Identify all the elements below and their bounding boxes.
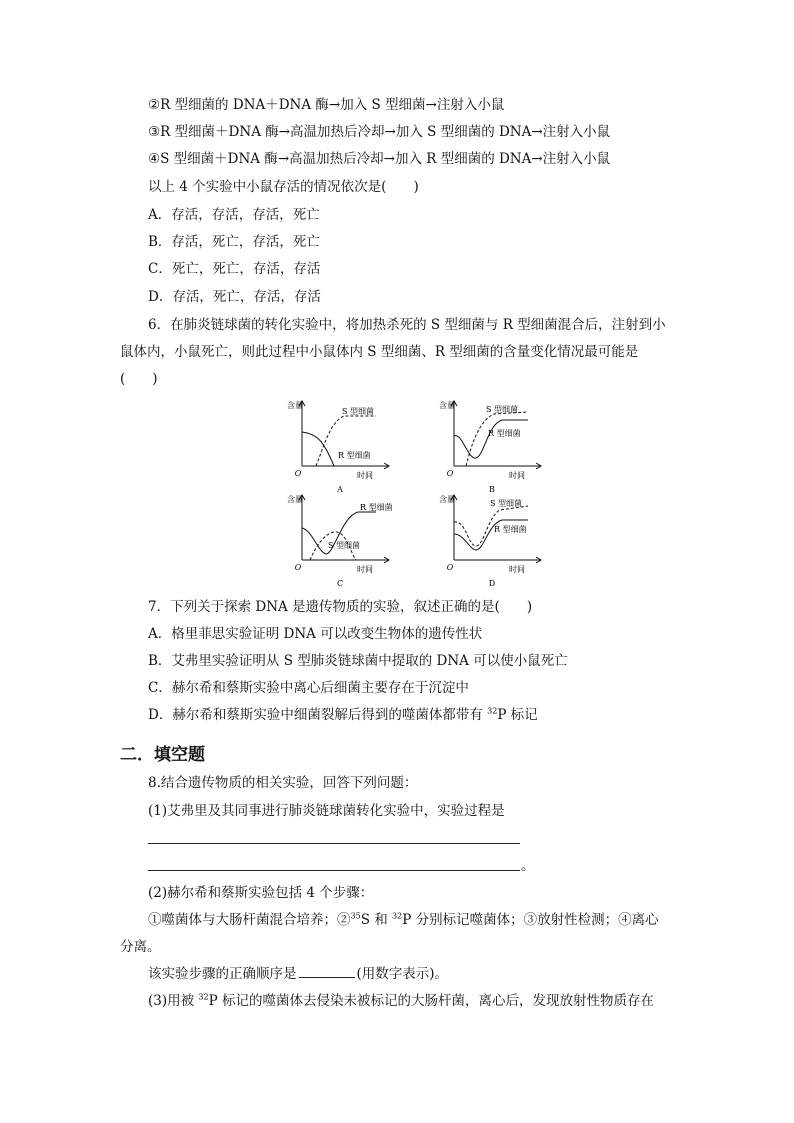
caption-d: D	[488, 579, 496, 588]
answer-blank-1[interactable]	[148, 843, 520, 844]
q7-option-d-text: D．赫尔希和蔡斯实验中细菌裂解后得到的噬菌体都带有	[148, 707, 488, 723]
q5-experiment-3: ③R 型细菌＋DNA 酶→高温加热后冷却→加入 S 型细菌的 DNA→注射入小鼠	[148, 124, 611, 140]
q8-order	[148, 965, 448, 983]
origin-label: O	[294, 469, 302, 478]
q7-option-b: B．艾弗里实验证明从 S 型肺炎链球菌中提取的 DNA 可以使小鼠死亡	[148, 653, 568, 669]
x-axis-label: 时间	[357, 471, 373, 480]
q8-part2: (2)赫尔希和蔡斯实验包括 4 个步骤：	[148, 885, 374, 901]
q8-steps-text: ①噬菌体与大肠杆菌混合培养；②	[148, 912, 351, 928]
isotope-superscript: 35	[350, 911, 361, 921]
y-axis-label: 含量	[287, 401, 303, 410]
origin-label: O	[294, 563, 302, 572]
q8-part3-text: (3)用被	[148, 993, 199, 1009]
q5-option-d: D．存活，死亡，存活，存活	[148, 289, 321, 305]
origin-label: O	[446, 469, 454, 478]
graph-b	[432, 396, 552, 496]
q5-option-c: C．死亡，死亡，存活，存活	[148, 261, 321, 277]
q5-stem: 以上 4 个实验中小鼠存活的情况依次是( )	[148, 179, 419, 195]
isotope-superscript: 32	[487, 706, 498, 716]
q8-steps-line1	[148, 911, 659, 929]
s-label: S 型细菌	[490, 499, 523, 508]
q8-part3-text-end: P 标记的噬菌体去侵染未被标记的大肠杆菌，离心后，发现放射性物质存在	[208, 993, 654, 1009]
q7-stem: 7．下列关于探索 DNA 是遗传物质的实验，叙述正确的是( )	[148, 599, 533, 615]
q5-option-b: B．存活，死亡，存活，死亡	[148, 234, 320, 250]
q8-order-text: 该实验步骤的正确顺序是	[148, 966, 297, 982]
caption-a: A	[337, 485, 343, 494]
q8-steps-line2: 分离。	[120, 939, 161, 955]
q5-experiment-4: ④S 型细菌＋DNA 酶→高温加热后冷却→加入 R 型细菌的 DNA→注射入小鼠	[148, 151, 611, 167]
r-label: R 型细菌	[494, 525, 527, 534]
r-label: R 型细菌	[488, 429, 521, 438]
section-title: 二．填空题	[120, 745, 205, 765]
graph-a	[280, 396, 400, 496]
x-axis-label: 时间	[509, 565, 525, 574]
s-label: S 型细菌	[328, 541, 361, 550]
caption-b: B	[489, 485, 495, 494]
q6-stem-line2: 鼠体内，小鼠死亡，则此过程中小鼠体内 S 型细菌、R 型细菌的含量变化情况最可能是	[120, 344, 639, 360]
graph-c	[280, 490, 400, 590]
x-axis-label: 时间	[509, 471, 525, 480]
x-axis-label: 时间	[357, 565, 373, 574]
isotope-superscript: 32	[392, 911, 403, 921]
q7-option-a: A．格里菲思实验证明 DNA 可以改变生物体的遗传性状	[148, 626, 483, 642]
q8-part3	[148, 992, 654, 1010]
q5-experiment-2: ②R 型细菌的 DNA＋DNA 酶→加入 S 型细菌→注射入小鼠	[148, 97, 505, 113]
y-axis-label: 含量	[287, 495, 303, 504]
q8-part1-end: 。	[521, 858, 535, 874]
q8-stem: 8.结合遗传物质的相关实验，回答下列问题：	[148, 775, 418, 791]
q7-option-d	[148, 706, 538, 724]
answer-blank-order[interactable]	[299, 965, 355, 978]
origin-label: O	[446, 563, 454, 572]
q8-part1: (1)艾弗里及其同事进行肺炎链球菌转化实验中，实验过程是	[148, 803, 505, 819]
q8-steps-text: S 和	[360, 912, 393, 928]
r-label: R 型细菌	[338, 451, 371, 460]
r-curve	[454, 420, 528, 458]
q8-steps-text: P 分别标记噬菌体；③放射性检测；④离心	[402, 912, 659, 928]
s-label: S 型细菌	[486, 405, 519, 414]
q6-stem-line1: 6．在肺炎链球菌的转化实验中，将加热杀死的 S 型细菌与 R 型细菌混合后，注射到小	[148, 317, 666, 333]
y-axis-label: 含量	[439, 401, 455, 410]
isotope-superscript: 32	[198, 992, 209, 1002]
graph-d	[432, 490, 552, 590]
q6-answer-bracket: ( )	[120, 371, 158, 387]
y-axis-label: 含量	[439, 495, 455, 504]
q7-option-c: C．赫尔希和蔡斯实验中离心后细菌主要存在于沉淀中	[148, 680, 469, 696]
q5-option-a: A．存活，存活，存活，死亡	[148, 207, 320, 223]
s-label: S 型细菌	[342, 407, 375, 416]
answer-blank-2[interactable]	[148, 870, 520, 871]
r-label: R 型细菌	[360, 503, 393, 512]
q8-order-text-end: (用数字表示)。	[356, 966, 449, 982]
q7-option-d-text-end: P 标记	[497, 707, 538, 723]
caption-c: C	[336, 579, 344, 588]
